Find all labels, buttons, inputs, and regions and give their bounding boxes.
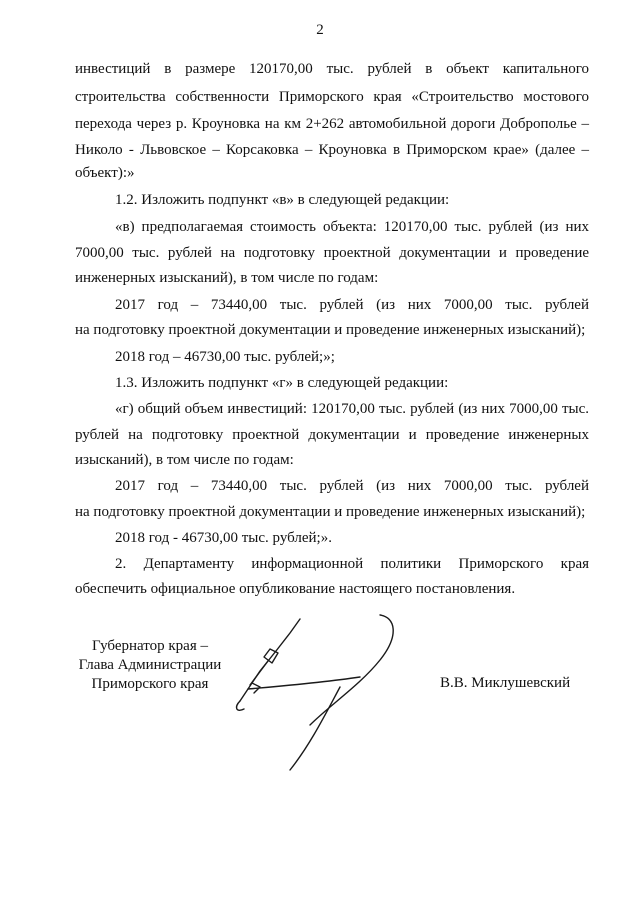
item-1-3-year-2017-cont: на подготовку проектной документации и проведение инженерных изысканий); (75, 504, 586, 520)
paragraph-line: строительства собственности Приморского края «Строительство мостового (75, 89, 589, 105)
item-1-2-year-2017: 2017 год – 73440,00 тыс. рублей (из них 7000,00 тыс. рублей (115, 297, 589, 313)
item-1-2-year-2017-cont: на подготовку проектной документации и проведение инженерных изысканий); (75, 322, 586, 338)
item-1-3-line: изысканий), в том числе по годам: (75, 452, 294, 468)
paragraph-line: Николо - Львовское – Корсаковка – Кроуновка в Приморском крае» (далее – (75, 142, 589, 158)
paragraph-line: объект):» (75, 165, 135, 181)
item-1-2-heading: 1.2. Изложить подпункт «в» в следующей редакции: (115, 192, 450, 208)
item-1-3-heading: 1.3. Изложить подпункт «г» в следующей редакции: (115, 375, 449, 391)
paragraph-line: инвестиций в размере 120170,00 тыс. рублей в объект капитального (75, 61, 589, 77)
item-2-line: обеспечить официальное опубликование настоящего постановления. (75, 581, 516, 597)
signatory-title-line: Губернатор края – (92, 638, 208, 654)
item-1-2-year-2018: 2018 год – 46730,00 тыс. рублей;»; (115, 349, 335, 365)
item-1-3-line: «г) общий объем инвестиций: 120170,00 тыс. рублей (из них 7000,00 тыс. (115, 401, 589, 417)
item-1-2-line: 7000,00 тыс. рублей на подготовку проектной документации и проведение (75, 245, 589, 261)
item-1-3-year-2017: 2017 год – 73440,00 тыс. рублей (из них 7000,00 тыс. рублей (115, 478, 589, 494)
signatory-title (70, 637, 230, 694)
item-1-2-line: «в) предполагаемая стоимость объекта: 120170,00 тыс. рублей (из них (115, 219, 589, 235)
signatory-name: В.В. Миклушевский (440, 675, 571, 691)
item-2-line: 2. Департаменту информационной политики Приморского края (115, 556, 589, 572)
signatory-title-line: Приморского края (91, 676, 209, 692)
item-1-2-line: инженерных изысканий), в том числе по годам: (75, 270, 379, 286)
signatory-title-line: Глава Администрации (78, 657, 222, 673)
item-1-3-line: рублей на подготовку проектной документации и проведение инженерных (75, 427, 589, 443)
handwritten-signature (230, 605, 430, 775)
page-number: 2 (316, 22, 324, 38)
item-1-3-year-2018: 2018 год - 46730,00 тыс. рублей;». (115, 530, 332, 546)
paragraph-line: перехода через р. Кроуновка на км 2+262 автомобильной дороги Доброполье – (75, 116, 589, 132)
